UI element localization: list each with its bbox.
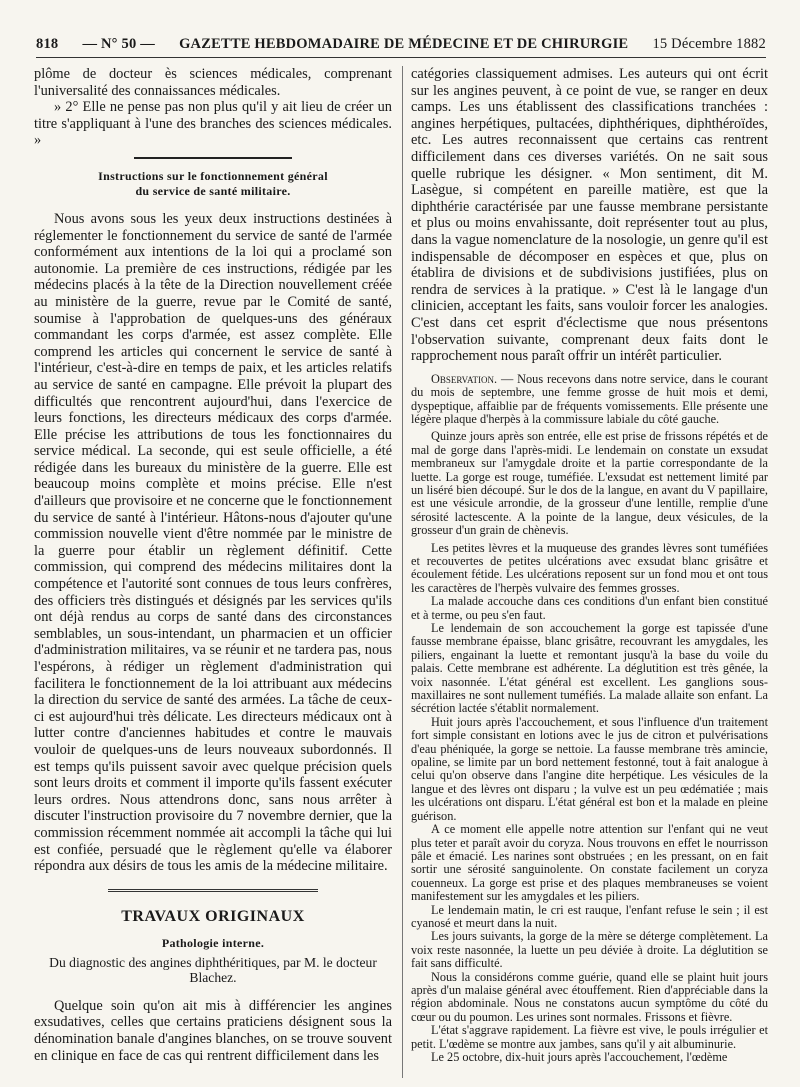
subheading-line: du service de santé militaire. bbox=[135, 183, 291, 198]
observation-paragraph: Le 25 octobre, dix-huit jours après l'accouchement, l'œdème bbox=[431, 1050, 728, 1064]
page-header bbox=[36, 36, 766, 58]
left-column bbox=[34, 66, 392, 1064]
article-title: Du diagnostic des angines diphthéritiques, par M. le docteur Blachez. bbox=[49, 954, 377, 986]
paragraph: catégories classiquement admises. Les auteurs qui ont écrit sur les angines peuvent, à ce point de vue, se ranger en deux camps. Les uns établissent des classifications tranchées : angines herpétiques, pultacées, diphthériques, diphthéroïdes, etc. Les autres reconnaissent que certains cas rentrent difficilement dans ces diverses variétés. On ne sait sous quelle rubrique les désigner. « Mon sentiment, dit M. Lasègue, si compétent en pareille matière, est que la diphthérie caractérisée par une fausse membrane persistante et plus ou moins envahissante, doit représenter tout au plus, dans la vague nomenclature de la nosologie, un genre qu'il est indispensable de décomposer en espèces et que, plus on établira de divisions et de subdivisions justifiées, plus on rendra de services à la pratique. » C'est là le langage d'un clinicien, acceptant les faits, sans vouloir forcer les analogies. C'est dans cet esprit d'éclectisme que nous présentons l'observation suivante, comprenant deux faits dont le rapprochement nous paraît offrir un intérêt particulier. bbox=[411, 66, 768, 365]
observation-paragraph: Quinze jours après son entrée, elle est prise de frissons répétés et de mal de gorge dans l'après-midi. Le lendemain on constate un exsudat membraneux sur l'amygdale droite et la partie correspondante de la luette. La gorge est rouge, tuméfiée. L'exsudat est nettement limité par un liséré bien découpé. Sur le dos de la langue, en avant du V papillaire, est une vésicule arrondie, de la grosseur d'une lentille, remplie d'une sérosité lactescente. A la pointe de la langue, deux vésicules, de la grosseur d'un grain de chènevis. bbox=[411, 429, 768, 538]
observation-paragraph: A ce moment elle appelle notre attention sur l'enfant qui ne veut plus teter et paraît avoir du coryza. Nous trouvons en effet le nourrisson pâle et émacié. Les narines sont obstruées ; en les pressant, on en fait sortir une sérosité sanguinolente. On constate facilement un coryza couenneux. La gorge est prise et des plaques membraneuses se voient manifestement sur les amygdales et les piliers. bbox=[411, 822, 768, 904]
observation-paragraph: L'état s'aggrave rapidement. La fièvre est vive, le pouls irrégulier et petit. L'œdème se montre aux jambes, sans qu'il y ait albuminurie. bbox=[411, 1023, 768, 1051]
section-title: TRAVAUX ORIGINAUX bbox=[121, 907, 305, 925]
observation-paragraph: Huit jours après l'accouchement, et sous l'influence d'un traitement fort simple consistant en lotions avec le jus de citron et pulvérisations d'eau phéniquée, la gorge se nettoie. La fausse membrane très amincie, opaline, se limite par un bord nettement festonné, tout à fait analogue à celui qu'on observe dans l'angine dite herpétique. Les vésicules de la langue et des lèvres ont disparu ; la vulve est un peu œdématiée ; mais les ulcérations ont disparu. L'état général est bon et la malade en pleine guérison. bbox=[411, 714, 768, 823]
subheading-line: Instructions sur le fonctionnement général bbox=[98, 168, 328, 183]
paragraph: » 2° Elle ne pense pas non plus qu'il y ait lieu de créer un titre s'appliquant à l'une des branches des sciences médicales. » bbox=[34, 99, 392, 149]
observation-label: Observation. bbox=[431, 371, 498, 386]
paragraph: plôme de docteur ès sciences médicales, comprenant l'universalité des connaissances médicales. bbox=[34, 66, 392, 99]
divider bbox=[108, 889, 318, 892]
observation-paragraph: Les petites lèvres et la muqueuse des grandes lèvres sont tuméfiées et recouvertes de petites ulcérations avec exsudat blanc grisâtre et écoulement fétide. Les ulcérations reposent sur un fond mou et ont tous les caractères de l'herpès vulvaire des femmes grosses. bbox=[411, 540, 768, 595]
observation-paragraph: Le lendemain de son accouchement la gorge est tapissée d'une fausse membrane épaisse, blanc grisâtre, recouvrant les amygdales, les piliers, engainant la luette et remontant jusqu'à la base du voile du palais. Cette membrane est adhérente. La déglutition est très gênée, la voix nasonnée. L'état général est excellent. Les ganglions sous-maxillaires ne sont nullement tuméfiés. La malade allaite son enfant. La sécrétion lactée s'établit normalement. bbox=[411, 621, 768, 716]
subheading bbox=[34, 169, 392, 199]
paragraph: Nous avons sous les yeux deux instructions destinées à réglementer le fonctionnement du service de santé de l'armée conformément aux intentions de la loi qui a proclamé son autonomie. La première de ces instructions, rédigée par les médecins placés à la tête de la Direction nouvellement créée au ministère de la guerre, revue par le Comité de santé, soumise à l'approbation de quelques-uns des généraux commandant les corps d'armée, est assez complète. Elle comprend les articles qui concernent le service de santé à l'intérieur, c'est-à-dire en temps de paix, et les articles relatifs au service de santé en campagne. Elle prévoit la plupart des difficultés que rencontrent aujourd'hui, dans l'exercice de leurs fonctions, les directeurs médicaux des corps d'armée. Elle précise les attributions de tous les fonctionnaires du service médical. La seconde, qui est seule officielle, a été rédigée dans les bureaux du ministère de la guerre. Elle est beaucoup moins complète et moins précise. Elle n'est d'ailleurs que provisoire et ne concerne que le fonctionnement du service de santé à l'intérieur. Hâtons-nous d'ajouter qu'une commission nouvelle vient d'être nommée par le ministre de la guerre pour établir un règlement définitif. Cette commission, qui comprend des médecins militaires dont la compétence et l'autorité sont connues de tous leurs confrères, des officiers très distingués et désignés par les services qu'ils ont déjà rendus au corps de santé dans des circonstances semblables, un sous-intendant, un pharmacien et un officier d'administration militaires, va se réunir et ne tardera pas, nous l'espérons, à rédiger un règlement d'administration qui facilitera le fonctionnement de la loi attribuant aux médecins la direction du service de santé des armées. La tâche de ceux-ci est aujourd'hui très délicate. Les directeurs médicaux ont à lutter contre d'anciennes habitudes et contre le mauvais vouloir de quelques-uns de leurs nouveaux subordonnés. Il est temps qu'ils puissent savoir avec quelque précision quels sont leurs droits et comment il importe qu'ils fassent exécuter leurs ordres. Nous attendrons donc, sans nous arrêter à discuter l'instruction provisoire du 7 novembre dernier, que la commission récemment nommée ait accompli la tâche qui lui est confiée, persuadé que le règlement qu'elle va élaborer répondra aux désirs de tous les amis de la médecine militaire. bbox=[34, 210, 392, 875]
issue-date: 15 Décembre 1882 bbox=[652, 36, 766, 52]
observation-paragraph: Les jours suivants, la gorge de la mère se déterge complètement. La voix reste nasonnée, la luette un peu déviée à droite. La déglutition se fait sans difficulté. bbox=[411, 929, 768, 971]
observation-paragraph: La malade accouche dans ces conditions d'un enfant bien constitué et à terme, ou peu s'en faut. bbox=[411, 594, 768, 622]
issue-number: — N° 50 — bbox=[82, 36, 155, 52]
journal-title: GAZETTE HEBDOMADAIRE DE MÉDECINE ET DE CHIRURGIE bbox=[179, 36, 629, 52]
observation-text: — Nous recevons dans notre service, dans le courant du mois de septembre, une femme grosse de huit mois et demi, dyspeptique, affaiblie par de fréquents vomissements. Elle présente une légère plaque d'herpès à la commissure labiale du côté gauche. bbox=[411, 371, 768, 426]
paragraph: Quelque soin qu'on ait mis à différencier les angines exsudatives, celles que certains praticiens désignent sous la dénomination banale d'angines blanches, on se trouve souvent en clinique en face de cas qui rentrent difficilement dans les bbox=[34, 997, 392, 1064]
right-column bbox=[411, 66, 768, 1064]
subsection-title: Pathologie interne. bbox=[161, 935, 265, 950]
observation-paragraph: Le lendemain matin, le cri est rauque, l'enfant refuse le sein ; il est cyanosé et meurt dans la nuit. bbox=[411, 902, 768, 930]
divider bbox=[134, 157, 292, 159]
page-number: 818 bbox=[36, 36, 59, 52]
observation-paragraph: Nous la considérons comme guérie, quand elle se plaint huit jours après d'un malaise général avec étouffement. Rien d'appréciable dans la région abdominale. Nous ne constatons aucun symptôme du côté du cœur ou du poumon. Les urines sont normales. Frissons et fièvre. bbox=[411, 969, 768, 1024]
observation-paragraph bbox=[411, 373, 768, 427]
